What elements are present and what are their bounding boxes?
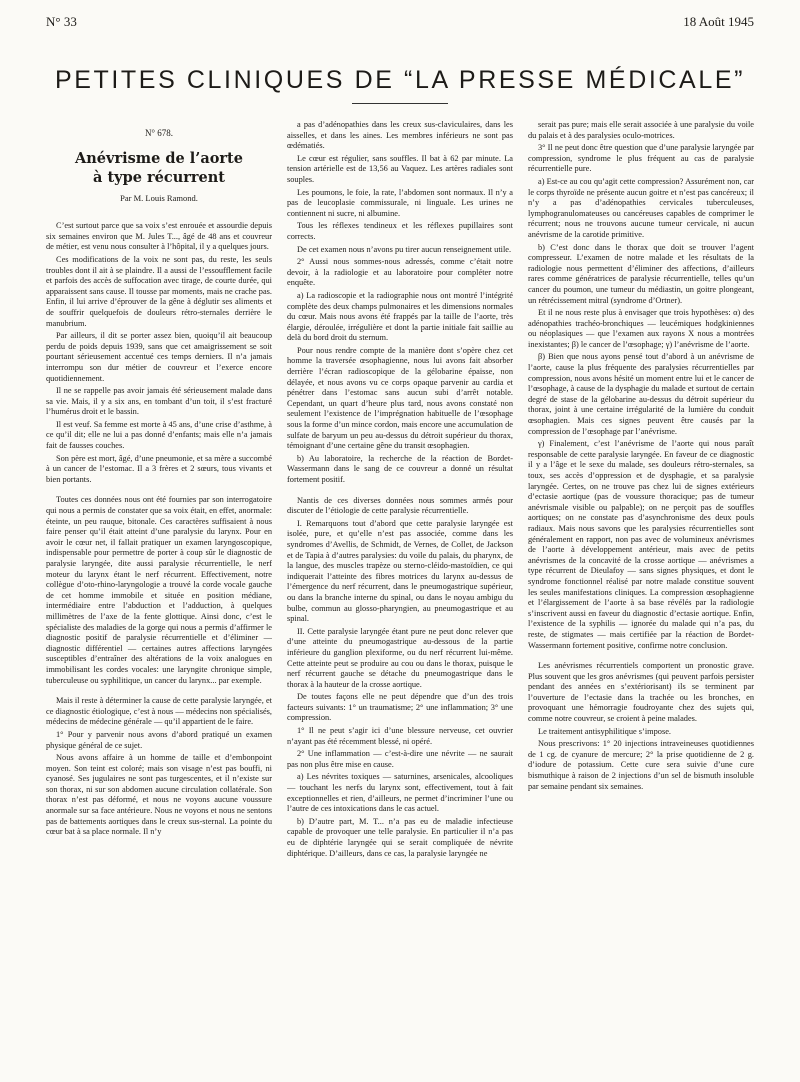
paragraph: Nous prescrivons: 1° 20 injections intraveineuses quotidiennes de 1 cg. de cyanure de mercure; 2° la prise quotidienne de 2 g. d’iodure de potassium. Cette cure sera suivie d’une cure bismuthique à raison de 2 injections d’un sel de bismuth insoluble par semaine pendant six semaines. [528, 739, 754, 791]
column-2-body [287, 120, 513, 859]
column-1 [46, 120, 272, 1075]
paragraph: I. Remarquons tout d’abord que cette paralysie laryngée est isolée, pure, et qu’elle n’est pas associée, comme dans les syndromes d’Avellis, de Schmidt, de Vernes, de Collet, de Jackson et de Tapia à d’autres paralysies: du voile du palais, du pharynx, de la langue, des muscles trapèze ou sterno-cléido-mastoïdien, ce qui indiquerait l’atteinte des fibres motrices du larynx au-dessus de l’émergence du nerf récurrent, dans le pneumogastrique supérieur, ou dans la branche interne du spinal, ou dans le noyau ambigu du bulbe, commun au glosso-pharyngien, au pneumogastrique et au spinal. [287, 518, 513, 624]
article-title-line-1: Anévrisme de l’aorte [75, 149, 243, 167]
paragraph: a) Est-ce au cou qu’agit cette compression? Assurément non, car le corps thyroïde ne présente aucun goitre et n’est pas cancéreux; il n’y a pas d’adénopathies cervicales tuberculeuses, lymphogranulomateuses ou cancéreuses capables de comprimer le récurrent; nous ne trouvons aucune tumeur cervicale, ni aucun anévrisme de la carotide primitive. [528, 176, 754, 239]
paragraph: β) Bien que nous ayons pensé tout d’abord à un anévrisme de l’aorte, cause la plus fréquente des paralysies récurrentielles par compression, nous avons hésité un moment entre lui et le cancer de l’œsophage, à cause de la dysphagie du malade et surtout de certain degré de stase de la gélobarine au-dessus du détroit supérieur du thorax, joint à une certaine irrégularité de la lumière du conduit œsophagien. Mais ces signes peuvent être causés par la compression de l’œsophage par l’anévrisme. [528, 352, 754, 436]
paragraph: a) Les névrites toxiques — saturnines, arsenicales, alcooliques — touchant les nerfs du larynx sont, effectivement, tout à fait exceptionnelles et rien, d’ailleurs, ne permet d’incriminer l’une ou l’autre de ces intoxications dans le cas actuel. [287, 772, 513, 814]
issue-date: 18 Août 1945 [683, 14, 754, 29]
paragraph: 2° Une inflammation — c’est-à-dire une névrite — ne saurait pas non plus être mise en cause. [287, 749, 513, 769]
paragraph: Ces modifications de la voix ne sont pas, du reste, les seuls troubles dont il ait à se plaindre. Il a aussi de l’essoufflement facile et parfois des accès de suffocation avec tirage, de courte durée, qui apparaissent sans cause. Il tousse par moments, mais ne crache pas. Enfin, il lui arrive d’éprouver de la gêne à déglutir ses aliments et de souffrir quelquefois de douleurs rétro-sternales derrière le manubrium. [46, 254, 272, 328]
paragraph: Tous les réflexes tendineux et les réflexes pupillaires sont corrects. [287, 221, 513, 241]
paragraph: De toutes façons elle ne peut dépendre que d’un des trois facteurs suivants: 1° un traumatisme; 2° une inflammation; 3° une compression. [287, 692, 513, 723]
article-title [46, 149, 272, 187]
masthead-title: PETITES CLINIQUES DE “LA PRESSE MÉDICALE” [54, 66, 746, 94]
column-3-body [528, 120, 754, 792]
masthead-rule [352, 103, 448, 104]
paragraph: Pour nous rendre compte de la manière dont s’opère chez cet homme la traversée œsophagienne, nous lui avons fait absorber derrière l’écran radioscopique de la gélobarine épaisse, non délayée, et nous avons vu ce corps opaque parvenir au cardia et pénétrer dans l’estomac sans aucun subi d’arrêt notable. Cependant, un quart d’heure plus tard, nous avons constaté non seulement l’existence de l’imprégnation habituelle de l’œsophage sous la forme d’un mince cordon, mais encore une accumulation de sulfate de baryum un peu au-dessus du détroit supérieur du thorax, témoignant d’une certaine gêne du transit œsophagien. [287, 345, 513, 451]
paragraph: De cet examen nous n’avons pu tirer aucun renseignement utile. [297, 244, 512, 254]
paragraph: 2° Aussi nous sommes-nous adressés, comme c’était notre devoir, à la radiologie et au laboratoire pour compléter notre enquête. [287, 257, 513, 288]
column-3 [528, 120, 754, 1075]
paragraph: Il est veuf. Sa femme est morte à 45 ans, d’une crise d’asthme, à ce qu’il dit; elle ne lui a pas donné d’enfants; mais elle n’a jamais fait de fausses couches. [46, 419, 272, 451]
column-2 [287, 120, 513, 1075]
paragraph: Et il ne nous reste plus à envisager que trois hypothèses: α) des adénopathies trachéo-bronchiques — leucémiques hodgkiniennes ou néoplasiques — que l’examen aux rayons X nous a montrées inexistantes; β) le cancer de l’œsophage; γ) l’anévrisme de l’aorte. [528, 308, 754, 349]
paragraph: Les anévrismes récurrentiels comportent un pronostic grave. Plus souvent que les gros anévrismes (qui peuvent parfois persister pendant des années en s’extériorisant) ils se terminent par l’ouverture de l’ectasie dans la trachée ou les bronches, en provoquant une hémorragie foudroyante chez des sujets qui, comme notre couvreur, se croient à peine malades. [528, 661, 754, 724]
paragraph: b) C’est donc dans le thorax que doit se trouver l’agent compresseur. L’examen de notre malade et les résultats de la radiologie nous permettent d’éliminer des affections, d’ailleurs rares comme génératrices de paralysie récurrentielle, telles qu’un cancer du poumon, une tumeur du médiastin, un goitre plongeant, un rétrécissement mitral (syndrome d’Ortner). [528, 242, 754, 305]
paragraph: a pas d’adénopathies dans les creux sus-claviculaires, dans les aisselles, et dans les aines. Les membres inférieurs ne sont pas œdématiés. [287, 120, 513, 151]
paragraph: Toutes ces données nous ont été fournies par son interrogatoire qui nous a permis de constater que sa voix était, en effet, anormale: éteinte, un peu rauque, bitonale. Ces caractères suffisaient à nous faire penser qu’il était atteint d’une paralysie du larynx. Pour en avoir le cœur net, il fallait pratiquer un examen laryngoscopique, indispensable pour permettre de porter à coup sûr le diagnostic de paralysie laryngée, dite aussi paralysie récurrentielle, le nerf moteur du larynx étant le nerf récurrent. Effectivement, notre collègue d’oto-rhino-laryngologie a trouvé la corde vocale gauche de cet homme immobile et située en position médiane, intermédiaire entre l’abduction et l’adduction, à quelques millimètres de l’axe de la fente glottique. Ainsi donc, c’est le spécialiste des maladies de la gorge qui nous a permis d’affirmer le diagnostic positif de paralysie récurrentielle et d’éliminer — diagnostic différentiel — certaines autres affections laryngées susceptibles d’entraîner des altérations de la voix analogues en immobilisant les cordes vocales: une laryngite chronique simple, tuberculeuse ou syphilitique, un cancer du larynx... par exemple. [46, 495, 272, 685]
paragraph: serait pas pure; mais elle serait associée à une paralysie du voile du palais et à des paralysies oculo-motrices. [528, 120, 754, 140]
paragraph: γ) Finalement, c’est l’anévrisme de l’aorte qui nous paraît responsable de cette paralysie laryngée. En faveur de ce diagnostic il y a l’âge et le sexe du malade, ses douleurs rétro-sternales, sa toux, ses accès d’oppression et de dysphagie, et sa paralysie laryngée. Certes, on ne trouve pas chez lui de signes extérieurs d’ectasie aortique (pas de voussure thoracique; pas de tumeur anévrismale visible ou palpable); on ne perçoit pas de souffles aortiques; on ne constate pas d’asynchronisme des deux pouls radiaux. Mais nous savons que les paralysies récurrentielles sont généralement en rapport, non pas avec de volumineux anévrismes de l’aorte à développement antérieur, mais avec de petits anévrismes de la concavité de la crosse aortique — anévrismes a type récurrent de Dieulafoy — sans signes physiques, et dont le syndrome fonctionnel réalisé par notre malade constitue souvent les seules manifestations cliniques. La compression œsophagienne et l’élargissement de l’aorte à sa base révélés par la radiologie s’inscrivent aussi en faveur du diagnostic d’ectasie aortique. Enfin, l’existence de la syphilis — ignorée du malade qui n’a pas, du reste, de stigmates — mais certifiée par la réaction de Bordet-Wassermann fortement positive, confirme notre conclusion. [528, 439, 754, 650]
paragraph: 3° Il ne peut donc être question que d’une paralysie laryngée par compression, syndrome le plus fréquent au cas de paralysie récurrentielle pure. [528, 143, 754, 174]
paragraph: 1° Il ne peut s’agir ici d’une blessure nerveuse, cet ouvrier n’ayant pas été récemment blessé, ni opéré. [287, 726, 513, 746]
paragraph: Les poumons, le foie, la rate, l’abdomen sont normaux. Il n’y a pas de leucoplasie commissurale, ni linguale. Les urines ne contiennent ni sucre, ni albumine. [287, 187, 513, 218]
paragraph: Son père est mort, âgé, d’une pneumonie, et sa mère a succombé à un cancer de l’estomac. Il a 3 frères et 2 sœurs, tous vivants et bien portants. [46, 453, 272, 484]
paragraph: Par ailleurs, il dit se porter assez bien, quoiqu’il ait beaucoup perdu de poids depuis 1939, sans que cet amaigrissement se soit pourtant sérieusement accentué ces temps derniers. Il n’a jamais interrompu son dur métier de couvreur et l’exerce encore quotidiennement. [46, 331, 272, 383]
article-author: Par M. Louis Ramond. [120, 192, 198, 203]
column-1-body [46, 221, 272, 838]
paragraph: 1° Pour y parvenir nous avons d’abord pratiqué un examen physique général de ce sujet. [46, 729, 272, 750]
article-columns [46, 120, 754, 1075]
paragraph: b) Au laboratoire, la recherche de la réaction de Bordet-Wassermann dans le sang de ce couvreur a donné un résultat fortement positif. [287, 453, 513, 484]
paragraph: b) D’autre part, M. T... n’a pas eu de maladie infectieuse capable de provoquer une telle paralysie. En particulier il n’a pas eu de diphtérie laryngée qui se serait compliquée de névrite diphtérique. D’ailleurs, dans ce cas, la paralysie laryngée ne [287, 816, 513, 858]
page-header [46, 14, 754, 32]
paragraph: Il ne se rappelle pas avoir jamais été sérieusement malade dans sa vie. Mais, il y a six ans, en tombant d’un toit, il s’est fracturé l’humérus droit et le bassin. [46, 386, 272, 417]
paragraph: Le cœur est régulier, sans souffles. Il bat à 62 par minute. La tension artérielle est de 13,56 au Vaquez. Les artères radiales sont souples. [287, 153, 513, 184]
issue-number: N° 33 [46, 14, 77, 29]
paragraph: Mais il reste à déterminer la cause de cette paralysie laryngée, et ce diagnostic étiologique, c’est à nous — médecins non spécialisés, médecins de médecine générale — qu’il appartient de le faire. [46, 696, 272, 727]
article-number: N° 678. [144, 128, 174, 138]
paragraph: C’est surtout parce que sa voix s’est enrouée et assourdie depuis six semaines environ que M. Jules T..., âgé de 48 ans et couvreur de métier, est venu nous consulter à l’hôpital, il y a quelques jours. [46, 221, 272, 252]
paragraph: a) La radioscopie et la radiographie nous ont montré l’intégrité complète des deux champs pulmonaires et les dimensions normales du cœur. Mais nous avons été frappés par la taille de l’aorte, très élargie, déroulée, irrégulière et dont la partie initiale fait saillie au delà du bord droit du sternum. [287, 290, 513, 343]
paragraph: Nous avons affaire à un homme de taille et d’embonpoint moyen. Son teint est coloré; mais son visage n’est pas bouffi, ni cyanosé. Ses jugulaires ne sont pas turgescentes, et il n’existe sur son thorax, ni sur son abdomen aucune circulation collatérale. Son thorax n’est pas déformé, et nous ne voyons aucune voussure anormale sur sa face antérieure. Nous ne voyons et nous ne sentons pas de battements aortiques dans le creux sus-sternal. La pointe du cœur bat à sa place normale. Il n’y [46, 753, 272, 837]
paragraph: II. Cette paralysie laryngée étant pure ne peut donc relever que d’une atteinte du pneumogastrique au-dessous de la partie inférieure du ganglion plexiforme, ou du nerf récurrent lui-même. Cette atteinte peut se produire au cou ou dans le thorax, puisque le nerf récurrent gauche se détache du pneumogastrique dans le thorax à la hauteur de la crosse aortique. [287, 626, 513, 689]
paragraph: Nantis de ces diverses données nous sommes armés pour discuter de l’étiologie de cette paralysie récurrentielle. [287, 495, 513, 516]
article-title-line-2: à type récurrent [93, 168, 225, 186]
paragraph: Le traitement antisyphilitique s’impose. [538, 726, 672, 736]
